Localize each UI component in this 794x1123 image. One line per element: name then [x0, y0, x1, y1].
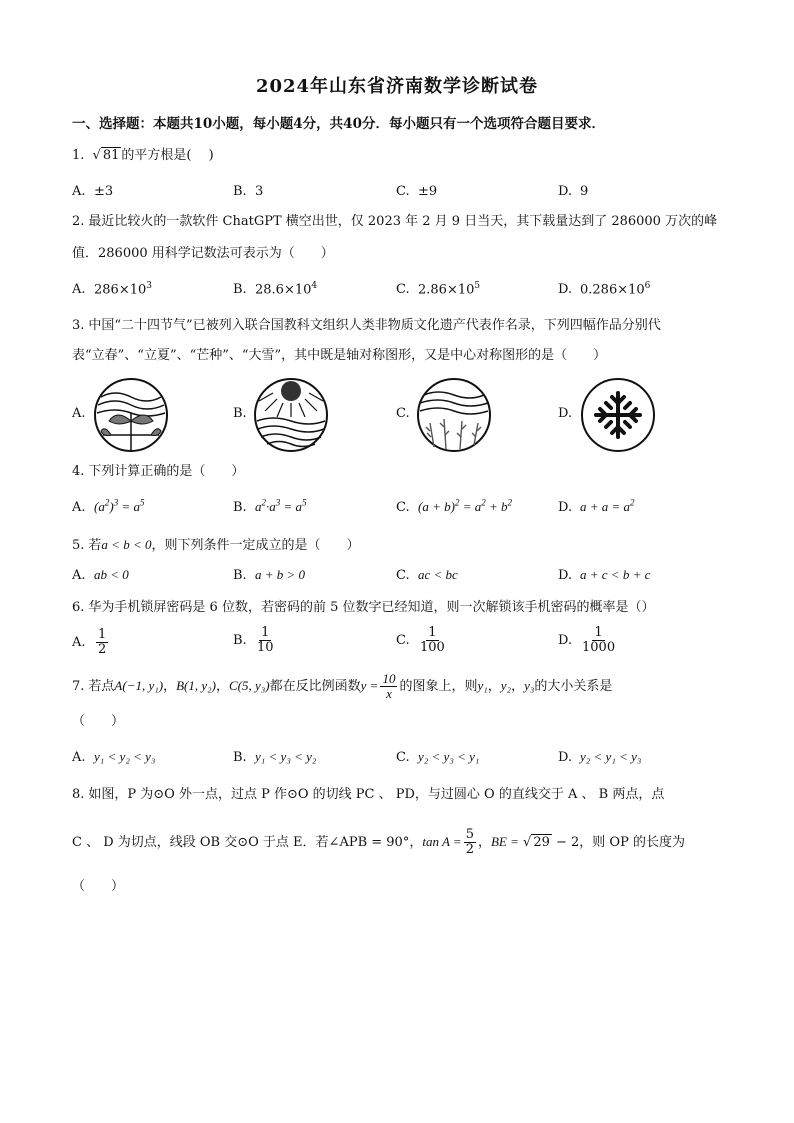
question-8-line3: （ ）: [72, 879, 125, 894]
option-a[interactable]: A. y₁ < y₂ < y₃: [72, 749, 156, 765]
question-1: [72, 146, 732, 166]
question-8: [72, 785, 732, 805]
option-c[interactable]: C. ±9: [396, 184, 438, 199]
question-8-line2: C 、 D 为切点，线段 OB 交⊙O 于点 E．若∠APB = 90°，tan A = $\frac{5}{2}$ ，BE = √ 29 − 2，则 OP 的长度为: [72, 827, 685, 857]
snowflake-icon[interactable]: [580, 377, 656, 453]
option-a-label: A.: [72, 406, 86, 421]
option-c-label: C.: [396, 406, 410, 421]
option-d[interactable]: D. 9: [558, 184, 589, 199]
question-text: 华为手机锁屏密码是 6 位数，若密码的前 5 位数字已经知道，则一次解锁该手机密码的概率是（）: [88, 600, 655, 615]
option-d[interactable]: D. y₂ < y₁ < y₃: [558, 749, 642, 765]
question-number: 7.: [72, 679, 85, 694]
question-text: 中国“二十四节气”已被列入联合国教科文组织人类非物质文化遗产代表作名录，下列四幅作品分别代: [88, 318, 661, 333]
question-number: 1.: [72, 148, 85, 163]
option-c[interactable]: C. $(a + b)^2 = a^2 + b^2$: [396, 498, 512, 516]
question-6: [72, 598, 732, 618]
question-7: 7. 若点A(−1, y₁)，B(1, y₂)，C(5, y₃)都在反比例函数y = $\frac{10}{x}$ 的图象上，则y₁，y₂，y₃的大小关系是: [72, 671, 613, 701]
option-b[interactable]: B. 3: [233, 184, 264, 199]
question-text: 的平方根是( ): [121, 148, 214, 163]
question-7-line2: （ ）: [72, 714, 125, 729]
option-c[interactable]: C. y₂ < y₃ < y₁: [396, 749, 480, 765]
question-text: 最近比较火的一款软件 ChatGPT 横空出世，仅 2023 年 2 月 9 日当天，其下载量达到了 286000 万次的峰: [88, 214, 718, 229]
question-4: [72, 462, 732, 482]
sun-icon[interactable]: [253, 377, 329, 453]
section-heading: 一、选择题：本题共10小题，每小题4分，共40分．每小题只有一个选项符合题目要求．: [72, 116, 605, 132]
option-a[interactable]: A. $\frac{1}{2}$: [72, 627, 107, 657]
question-number: 8.: [72, 787, 85, 802]
question-number: 2.: [72, 214, 85, 229]
question-number: 6.: [72, 600, 85, 615]
option-c[interactable]: C. ac < bc: [396, 567, 458, 583]
option-b-label: B.: [233, 406, 247, 421]
option-d-label: D.: [558, 406, 573, 421]
question-text: 下列计算正确的是（ ）: [88, 464, 245, 479]
option-d[interactable]: D. $\frac{1}{1000}$: [558, 625, 616, 655]
option-c[interactable]: C. $2.86\times 10^5$: [396, 281, 481, 298]
question-3: [72, 316, 732, 336]
option-d[interactable]: D. a + c < b + c: [558, 567, 651, 583]
question-3-line2: 表“立春”、“立夏”、“芒种”、“大雪”，其中既是轴对称图形，又是中心对称图形的是（ ）: [72, 348, 607, 363]
option-b[interactable]: B. $a^2\cdot a^3 = a^5$: [233, 498, 307, 516]
question-2-line2: 值．286000 用科学记数法可表示为（ ）: [72, 246, 334, 261]
sqrt-expression: √ 81: [92, 148, 120, 163]
question-number: 3.: [72, 318, 85, 333]
option-a[interactable]: A. ab < 0: [72, 567, 129, 583]
option-b[interactable]: B. y₁ < y₃ < y₂: [233, 749, 317, 765]
wheat-icon[interactable]: [416, 377, 492, 453]
option-a[interactable]: A. ±3: [72, 184, 114, 199]
option-b[interactable]: B. $\frac{1}{10}$: [233, 625, 274, 655]
question-5: 5. 若a < b < 0，则下列条件一定成立的是（ ）: [72, 537, 360, 553]
question-text: 如图，P 为⊙O 外一点，过点 P 作⊙O 的切线 PC 、 PD，与过圆心 O 的直线交于 A 、 B 两点，点: [88, 787, 665, 802]
question-2: [72, 212, 732, 232]
option-d[interactable]: D. $0.286\times 10^6$: [558, 281, 651, 298]
option-b[interactable]: B. $28.6\times 10^4$: [233, 281, 318, 298]
question-number: 5.: [72, 538, 85, 553]
sprout-icon[interactable]: [93, 377, 169, 453]
option-a[interactable]: A. $286\times 10^3$: [72, 281, 152, 298]
page-title: 2024年山东省济南数学诊断试卷: [255, 76, 539, 97]
option-b[interactable]: B. a + b > 0: [233, 567, 306, 583]
question-number: 4.: [72, 464, 85, 479]
option-d[interactable]: D. $a + a = a^2$: [558, 498, 635, 516]
option-c[interactable]: C. $\frac{1}{100}$: [396, 625, 445, 655]
option-a[interactable]: A. $(a^2)^3 = a^5$: [72, 498, 145, 516]
